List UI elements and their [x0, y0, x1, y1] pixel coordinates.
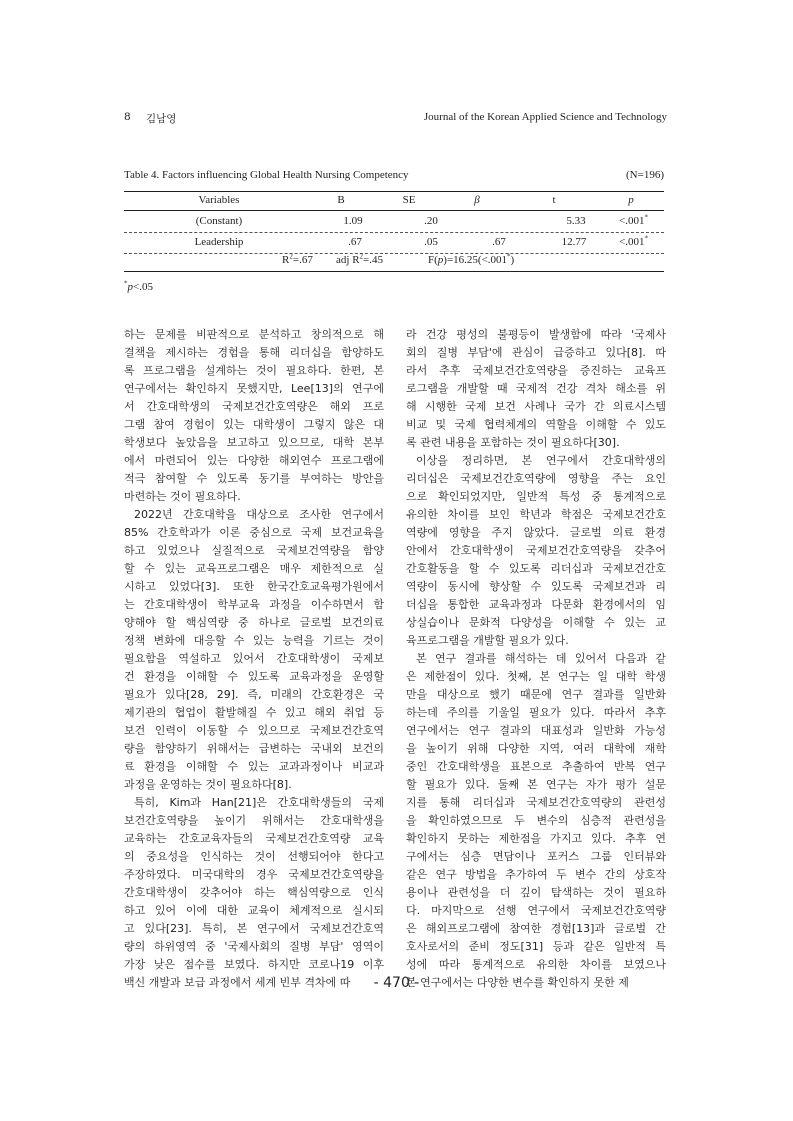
body-text-line: 료 환경을 이해할 수 있는 교과과정이나 비교과	[124, 760, 384, 773]
table-caption	[124, 169, 664, 181]
body-text-line: 백신 개발과 보급 과정에서 세계 빈부 격차에 따	[124, 976, 351, 989]
body-text-line: 간호대학생이 갖추어야 하는 핵심역량으로 인식	[124, 886, 384, 899]
body-text-line: 구에서는 심층 면담이나 포커스 그룹 인터뷰와	[406, 850, 666, 863]
body-text-line: 역량에 영향을 주지 않았다. 글로벌 의료 환경	[406, 526, 666, 539]
body-text-line: 주장하였다. 미국대학의 경우 국제보건간호역량을	[124, 868, 384, 881]
table-row-constant-b: 1.09	[343, 215, 363, 227]
body-text-line: 라서 추후 국제보건간호역량을 증진하는 교육프	[406, 364, 666, 377]
body-text-line: 록 프로그램을 설계하는 것이 필요하다. 한편, 본	[124, 364, 384, 377]
body-text-line: 지를 통해 리더십과 국제보건간호역량의 관련성	[406, 796, 666, 809]
table-sample-size: (N=196)	[626, 169, 664, 181]
header-author: 김남영	[146, 113, 177, 125]
table-row-leadership-beta: .67	[492, 236, 506, 248]
body-text-line: 연구에서는 연구 결과의 대표성과 일반화 가능성	[406, 724, 666, 737]
body-text-line: 하는 문제를 비판적으로 분석하고 창의적으로 해	[124, 328, 384, 341]
table-row-leadership-p: <.001*	[619, 234, 648, 248]
body-right-column	[406, 326, 666, 992]
body-text-line: 보건간호역량을 높이기 위해서는 간호대학생을	[124, 814, 384, 827]
table-summary-divider	[124, 253, 664, 254]
body-text-line: 량의 하위영역 중 '국제사회의 질병 부담' 영역이	[124, 940, 384, 953]
body-text-line: 다. 마지막으로 선행 연구에서 국제보건간호역량	[406, 904, 666, 917]
table-header-beta: β	[474, 194, 480, 206]
table-header-se: SE	[402, 194, 416, 206]
body-text-line: 학생보다 높았음을 보고하고 있으므로, 대학 본부	[124, 436, 384, 449]
body-text-line: 결책을 제시하는 경험을 통해 리더십을 함양하도	[124, 346, 384, 359]
table-bottom-rule	[124, 271, 664, 272]
table-title: Table 4. Factors influencing Global Health Nursing Competency	[124, 169, 409, 181]
table-row-leadership-b: .67	[348, 236, 362, 248]
body-text-line: 용이나 관련성을 더 깊이 탐색하는 것이 필요하	[406, 886, 666, 899]
body-text-line: 필요함을 역설하고 있어서 간호대학생이 국제보	[124, 652, 384, 665]
body-text-line: 특히, Kim과 Han[21]은 간호대학생들의 국제	[134, 796, 384, 809]
body-text-line: 간호활동을 할 수 있도록 리더십과 국제보건간호	[406, 562, 666, 575]
table-header-b: B	[337, 194, 345, 206]
body-text-line: 양해야 할 핵심역량 중 하나로 글로벌 보건의료	[124, 616, 384, 629]
body-text-line: 으로 확인되었지만, 일반적 특성 중 통계적으로	[406, 490, 666, 503]
body-text-line: 과정을 운영하는 것이 필요하다[8].	[124, 778, 292, 791]
body-text-line: 더십을 통합한 교육과정과 다문화 환경에서의 임	[406, 598, 666, 611]
table-row-leadership-se: .05	[424, 236, 438, 248]
body-text-line: 본 연구에서는 다양한 변수를 확인하지 못한 제	[406, 976, 629, 989]
header-page-number: 8	[124, 111, 131, 123]
body-text-line: 안에서 간호대학생이 국제보건간호역량을 갖추어	[406, 544, 666, 557]
body-text-line: 유의한 차이를 보인 학년과 학점은 국제보건간호	[406, 508, 666, 521]
body-text-line: 중인 간호대학생을 표본으로 추출하여 반복 연구	[406, 760, 666, 773]
body-text-line: 필요가 있다[28, 29]. 즉, 미래의 간호환경은 국	[124, 688, 384, 701]
body-text-line: 본 연구 결과를 해석하는 데 있어서 다음과 같	[416, 652, 666, 665]
body-text-line: 육프로그램을 개발할 필요가 있다.	[406, 634, 569, 647]
body-text-line: 가장 낮은 점수를 보였다. 하지만 코로나19 이후	[124, 958, 384, 971]
table-header-rule	[124, 210, 664, 211]
table-summary-adj-r2: adj $R^2=.45$	[336, 252, 383, 266]
regression-table	[124, 191, 664, 271]
table-row-constant-se: .20	[424, 215, 438, 227]
body-text-line: 을 높이기 위해 다양한 지역, 여러 대학에 재학	[406, 742, 666, 755]
body-text-line: 로그램을 개발할 때 국제적 건강 격차 해소를 위	[406, 382, 666, 395]
body-text-line: 을 확인하였으므로 두 변수의 심층적 관련성을	[406, 814, 666, 827]
table-row-leadership-variable: Leadership	[194, 236, 244, 248]
body-text-line: 라 건강 평성의 불평등이 발생함에 따라 '국제사	[406, 328, 666, 341]
body-text-line: 서 간호대학생의 국제보건간호역량은 해외 프로	[124, 400, 384, 413]
body-text-line: 시하고 있었다[3]. 또한 한국간호교육평가원에서	[124, 580, 384, 593]
body-text-line: 할 필요가 있다. 둘째 본 연구는 자가 평가 설문	[406, 778, 666, 791]
table-row-divider	[124, 232, 664, 233]
body-text-line: 정책 변화에 대응할 수 있는 능력을 기르는 것이	[124, 634, 384, 647]
body-text-line: 상실습이나 문화적 다양성을 이해할 수 있는 교	[406, 616, 666, 629]
body-text-line: 적극 참여할 수 있도록 동기를 부여하는 방안을	[124, 472, 384, 485]
body-text-line: 하고 있었으나 실질적으로 국제보건역량을 함양	[124, 544, 384, 557]
body-text-line: 역량이 동시에 향상할 수 있도록 국제보건과 리	[406, 580, 666, 593]
body-text-line: 은 제한점이 있다. 첫째, 본 연구는 일 대학 학생	[406, 670, 666, 683]
table-header-p: p	[628, 194, 634, 206]
header-journal-title: Journal of the Korean Applied Science and Technology	[423, 111, 667, 123]
body-text-line: 이상을 정리하면, 본 연구에서 간호대학생의	[416, 454, 666, 467]
body-text-line: 할 수 있는 교육프로그램은 매우 제한적으로 실	[124, 562, 384, 575]
body-text-line: 에서 마련되어 있는 다양한 해외연수 프로그램에	[124, 454, 384, 467]
body-left-column	[124, 326, 384, 992]
body-text-line: 은 해외프로그램에 참여한 경험[13]과 글로벌 간	[406, 922, 666, 935]
body-text-line: 비교 및 국제 협력체계의 역할을 이해할 수 있도	[406, 418, 666, 431]
page-footer-number: - 470 -	[373, 975, 420, 991]
body-text-line: 록 관련 내용을 포함하는 것이 필요하다[30].	[406, 436, 620, 449]
body-text-line: 제기관의 협업이 활발해질 수 있고 해외 취업 등	[124, 706, 384, 719]
table-header-t: t	[552, 194, 556, 206]
table-summary-r2: $R^2=.67$	[282, 252, 313, 266]
table-top-rule	[124, 191, 664, 192]
body-text-line: 의 중요성을 인식하는 것이 선행되어야 한다고	[124, 850, 384, 863]
body-text-line: 리더십은 국제보건간호역량에 영향을 주는 요인	[406, 472, 666, 485]
body-text-line: 연구에서는 확인하지 못했지만, Lee[13]의 연구에	[124, 382, 384, 395]
body-text-line: 건 환경을 이해할 수 있도록 교육과정을 운영할	[124, 670, 384, 683]
body-text-line: 회의 질병 부담'에 관심이 급증하고 있다[8]. 따	[406, 346, 666, 359]
body-text-line: 만을 대상으로 했기 때문에 연구 결과를 일반화	[406, 688, 666, 701]
body-text-line: 교육하는 간호교육자들의 국제보건간호역량 교육	[124, 832, 384, 845]
table-footnote: *p<.05	[124, 279, 153, 293]
body-text-line: 하는데 주의를 기울일 필요가 있다. 따라서 추후	[406, 706, 666, 719]
body-text-line: 고 있다[23]. 특히, 본 연구에서 국제보건간호역	[124, 922, 384, 935]
table-row-constant-variable: (Constant)	[195, 215, 243, 227]
body-text-line: 호사로서의 준비 정도[31] 등과 같은 일반적 특	[406, 940, 666, 953]
table-row-constant-t: 5.33	[566, 215, 586, 227]
body-text-line: 그램 참여 경험이 있는 대학생이 그렇지 않은 대	[124, 418, 384, 431]
body-text-line: 85% 간호학과가 이론 중심으로 국제 보건교육을	[124, 526, 384, 539]
body-text-line: 마련하는 것이 필요하다.	[124, 490, 241, 503]
body-text-line: 보건 인력이 이동할 수 있으므로 국제보건간호역	[124, 724, 384, 737]
body-text-line: 성에 따라 통계적으로 유의한 차이를 보였으나	[406, 958, 666, 971]
body-text-line: 는 간호대학생이 학부교육 과정을 이수하면서 함	[124, 598, 384, 611]
body-text-line: 확인하지 못하는 제한점을 가지고 있다. 추후 연	[406, 832, 666, 845]
table-summary-f: F(p)=16.25(<.001*)	[428, 252, 515, 266]
body-text-line: 같은 연구 방법을 추가하여 두 변수 간의 상호작	[406, 868, 666, 881]
table-row-constant-p: <.001*	[619, 213, 648, 227]
body-text-line: 량을 함양하기 위해서는 급변하는 국내외 보건의	[124, 742, 384, 755]
table-row-leadership-t: 12.77	[561, 236, 587, 248]
running-header	[124, 111, 667, 127]
body-text-line: 해 시행한 국제 보건 사례나 국가 간 의료시스템	[406, 400, 666, 413]
body-text-line: 하고 있어 이에 대한 교육이 체계적으로 실시되	[124, 904, 384, 917]
body-text-line: 2022년 간호대학을 대상으로 조사한 연구에서	[134, 508, 384, 521]
table-header-variables: Variables	[198, 194, 240, 206]
